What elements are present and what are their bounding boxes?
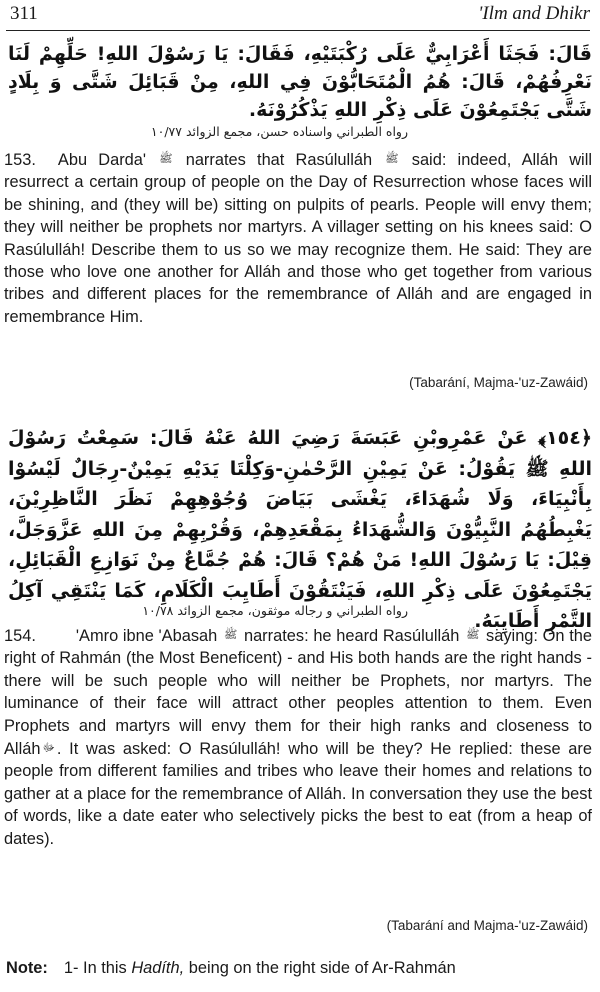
source-citation-153: (Tabarání, Majma-'uz-Zawáid) (409, 375, 588, 390)
page-header (6, 0, 590, 31)
hadith-text: saying: On the right of Rahmán (the Most Beneficent) - and His both hands are the right hands - there will be such people who will neither be Prophets, nor martyrs. The luminance of their face will attract other peoples attention to them. Even Prophets and martyrs will envy them for their high ranks and closeness to Alláh (4, 627, 592, 759)
hadith-text: narrates that Rasúlulláh (185, 151, 373, 169)
note-label: Note: (6, 959, 48, 977)
page-number: 311 (10, 3, 38, 24)
hadith-number: 154. (4, 627, 36, 645)
narrator: Abu Darda' (57, 151, 147, 169)
note-text: being on the right side of Ar-Rahmán (188, 959, 456, 977)
footnote (6, 957, 592, 979)
hadith-153-translation (4, 148, 592, 328)
honorific-glyph: ﷻ (42, 741, 55, 755)
arabic-hadith-153-ending: قَالَ: فَجَثَا أَعْرَابِيٌّ عَلَى رُكْبَتَيْهِ، فَقَالَ: يَا رَسُوْلَ اللهِ! حَلِّهِمْ لَنَا نَعْرِفُهُمْ، قَالَ: هُمُ الْمُتَحَابُّوْنَ فِي اللهِ، مِنْ قَبَائِلَ شَتَّى وَ بِلَادٍ شَتَّى يَجْتَمِعُوْنَ عَلَى ذِكْرِ اللهِ يَذْكُرُوْنَهُ. (8, 43, 592, 121)
honorific-glyph: ﷺ (466, 628, 480, 641)
arabic-reference-154: رواه الطبراني و رجاله موثقون، مجمع الزوائد ١٠/٧٨ (142, 603, 408, 618)
honorific-glyph: ﷺ (385, 152, 399, 165)
arabic-hadith-154: ﴿١٥٤﴾ عَنْ عَمْرِوبْنِ عَبَسَةَ رَضِيَ اللهُ عَنْهُ قَالَ: سَمِعْتُ رَسُوْلَ اللهِ ﷺ يَقُوْلُ: عَنْ يَمِيْنِ الرَّحْمٰنِ-وَكِلْتَا يَدَيْهِ يَمِيْنٌ-رِجَالٌ لَيْسُوْا بِأَنْبِيَاءَ، وَلَا شُهَدَاءَ، يَغْشَى بَيَاضَ وُجُوْهِهِمْ نَظَرَ النَّاظِرِيْنَ، يَغْبِطُهُمُ النَّبِيُّوْنَ وَالشُّهَدَاءُ بِمَقْعَدِهِمْ، وَقُرْبِهِمْ مِنَ اللهِ عَزَّوَجَلَّ، قِيْلَ: يَا رَسُوْلَ اللهِ! مَنْ هُمْ؟ قَالَ: هُمْ جُمَّاعٌ مِنْ نَوَازِعِ الْقَبَائِلِ، يَجْتَمِعُوْنَ عَلَى ذِكْرِ اللهِ، فَيَنْتَقُوْنَ أَطَايِبَ الْكَلَامِ، كَمَا يَنْتَقِي آكِلُ التَّمْرِ أَطَايِبَهُ. (8, 427, 592, 632)
note-italic-term: Hadíth, (131, 959, 185, 977)
narrator: 'Amro ibne 'Abasah (75, 627, 218, 645)
hadith-text: narrates: he heard Rasúlulláh (243, 627, 460, 645)
note-text: 1- In this (63, 959, 127, 977)
honorific-glyph: ﷺ (223, 628, 238, 641)
hadith-text: said: indeed, Alláh will resurrect a certain group of people on the Day of Resurrection whose faces will be shining, and (they will be) sitting on pulpits of pearls. People will envy them; they will neither be prophets nor martyrs. A villager setting on his knees said: O Rasúlulláh! Describe them to us so we may recognize them. He said: They are those who love one another for Alláh and those who get together from various tribes and different places for the remembrance of Alláh and are engaged in remembrance Him. (4, 151, 592, 326)
honorific-glyph: ﷺ (159, 152, 173, 165)
source-citation-154: (Tabarání and Majma-'uz-Zawáid) (386, 918, 588, 933)
running-title: 'Ilm and Dhikr (478, 3, 590, 24)
arabic-reference-153: رواه الطبراني واسناده حسن، مجمع الزوائد ١٠/٧٧ (150, 124, 408, 139)
hadith-number: 153. (4, 151, 36, 169)
hadith-154-translation (4, 624, 592, 850)
hadith-text: . It was asked: O Rasúlulláh! who will be they? He replied: these are people from different families and tribes who leave their homes and relations to gather at a place for the remembrance of Alláh. In conversation they use the best of words, like a date eater who selectively picks the best to eat (from a heap of dates). (4, 740, 592, 848)
